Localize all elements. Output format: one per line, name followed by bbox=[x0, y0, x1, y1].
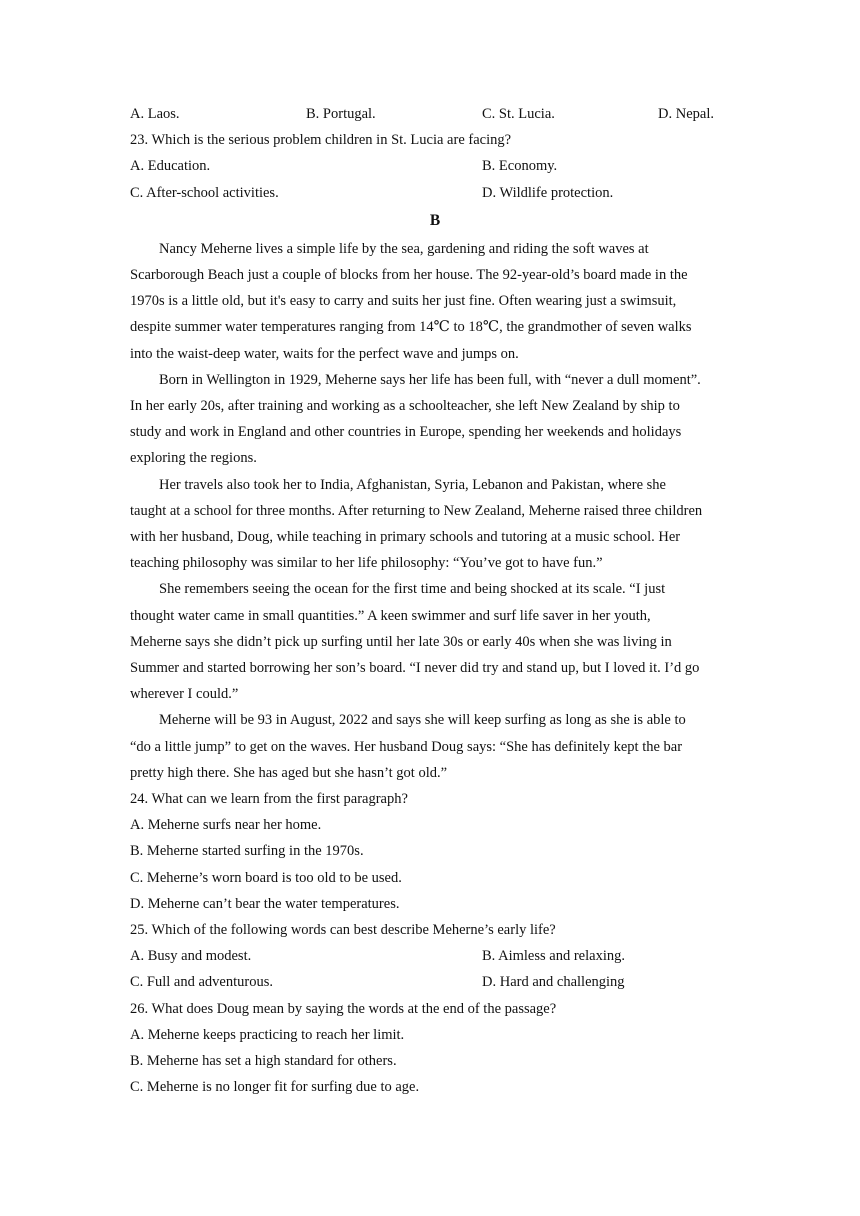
q22-option-a: A. Laos. bbox=[130, 106, 180, 122]
q25-options-row-2 bbox=[130, 969, 740, 995]
passage-line: Meherne will be 93 in August, 2022 and says she will keep surfing as long as she is able to bbox=[159, 712, 686, 729]
passage-line: exploring the regions. bbox=[130, 450, 257, 467]
q25-options-row-1 bbox=[130, 943, 740, 969]
q26-option-c: C. Meherne is no longer fit for surfing due to age. bbox=[130, 1079, 420, 1096]
passage-line: Summer and started borrowing her son’s board. “I never did try and stand up, but I loved it. I’d go bbox=[130, 660, 700, 676]
exam-page bbox=[130, 101, 740, 1100]
passage-paragraph-4 bbox=[130, 576, 730, 707]
q22-option-b: B. Portugal. bbox=[306, 106, 376, 122]
q24-option-b: B. Meherne started surfing in the 1970s. bbox=[130, 843, 364, 860]
passage-line: “do a little jump” to get on the waves. Her husband Doug says: “She has definitely kept the bar bbox=[130, 738, 683, 755]
passage-line: Meherne says she didn’t pick up surfing until her late 30s or early 40s when she was living in bbox=[130, 633, 672, 650]
q23-option-b: B. Economy. bbox=[482, 158, 558, 175]
q25-option-d: D. Hard and challenging bbox=[482, 974, 625, 991]
q23-option-d: D. Wildlife protection. bbox=[482, 184, 614, 201]
passage-line: teaching philosophy was similar to her life philosophy: “You’ve got to have fun.” bbox=[130, 555, 603, 572]
passage-line: pretty high there. She has aged but she hasn’t got old.” bbox=[130, 764, 448, 781]
q23-option-c: C. After-school activities. bbox=[130, 184, 279, 201]
passage-line: study and work in England and other countries in Europe, spending her weekends and holidays bbox=[130, 424, 682, 441]
passage-line: Her travels also took her to India, Afghanistan, Syria, Lebanon and Pakistan, where she bbox=[159, 476, 666, 493]
q25-option-a: A. Busy and modest. bbox=[130, 948, 252, 965]
q22-option-d: D. Nepal. bbox=[658, 106, 714, 122]
q24-option-c: C. Meherne’s worn board is too old to be used. bbox=[130, 869, 402, 886]
section-title: B bbox=[429, 211, 441, 229]
q26-question: 26. What does Doug mean by saying the words at the end of the passage? bbox=[130, 1000, 557, 1017]
q26-option-a: A. Meherne keeps practicing to reach her limit. bbox=[130, 1026, 405, 1043]
passage-line: wherever I could.” bbox=[130, 686, 239, 703]
passage-line: taught at a school for three months. After returning to New Zealand, Meherne raised three children bbox=[130, 502, 703, 519]
q23-option-a: A. Education. bbox=[130, 158, 211, 175]
passage-paragraph-2 bbox=[130, 367, 730, 472]
passage-paragraph-3 bbox=[130, 472, 730, 577]
passage-paragraph-1 bbox=[130, 236, 730, 367]
q26-option-b: B. Meherne has set a high standard for others. bbox=[130, 1052, 397, 1069]
passage-line: In her early 20s, after training and working as a schoolteacher, she left New Zealand by ship to bbox=[130, 397, 680, 414]
q23-question: 23. Which is the serious problem children in St. Lucia are facing? bbox=[130, 132, 512, 149]
q24-question: 24. What can we learn from the first paragraph? bbox=[130, 791, 408, 808]
q25-question: 25. Which of the following words can best describe Meherne’s early life? bbox=[130, 921, 556, 938]
passage-paragraph-5 bbox=[130, 707, 730, 786]
q23-options-row-2 bbox=[130, 180, 740, 206]
passage-line: thought water came in small quantities.” A keen swimmer and surf life saver in her youth, bbox=[130, 607, 651, 624]
passage-line: despite summer water temperatures ranging from 14℃ to 18℃, the grandmother of seven walks bbox=[130, 319, 692, 336]
passage-line: with her husband, Doug, while teaching in primary schools and tutoring at a music school. Her bbox=[130, 528, 681, 545]
passage-line: 1970s is a little old, but it's easy to carry and suits her just fine. Often wearing just a swimsuit, bbox=[130, 293, 677, 310]
q22-option-c: C. St. Lucia. bbox=[482, 106, 555, 122]
q22-options bbox=[130, 101, 740, 127]
q24-option-d: D. Meherne can’t bear the water temperatures. bbox=[130, 895, 400, 912]
passage-line: She remembers seeing the ocean for the first time and being shocked at its scale. “I just bbox=[159, 581, 666, 598]
passage-line: Scarborough Beach just a couple of blocks from her house. The 92-year-old’s board made in the bbox=[130, 266, 688, 283]
q24-option-a: A. Meherne surfs near her home. bbox=[130, 817, 322, 834]
passage-line: Born in Wellington in 1929, Meherne says her life has been full, with “never a dull moment”. bbox=[159, 371, 701, 388]
q23-options-row-1 bbox=[130, 153, 740, 179]
passage-line: into the waist-deep water, waits for the perfect wave and jumps on. bbox=[130, 345, 519, 362]
q25-option-c: C. Full and adventurous. bbox=[130, 974, 273, 991]
passage-line: Nancy Meherne lives a simple life by the sea, gardening and riding the soft waves at bbox=[159, 240, 649, 257]
q25-option-b: B. Aimless and relaxing. bbox=[482, 948, 625, 965]
